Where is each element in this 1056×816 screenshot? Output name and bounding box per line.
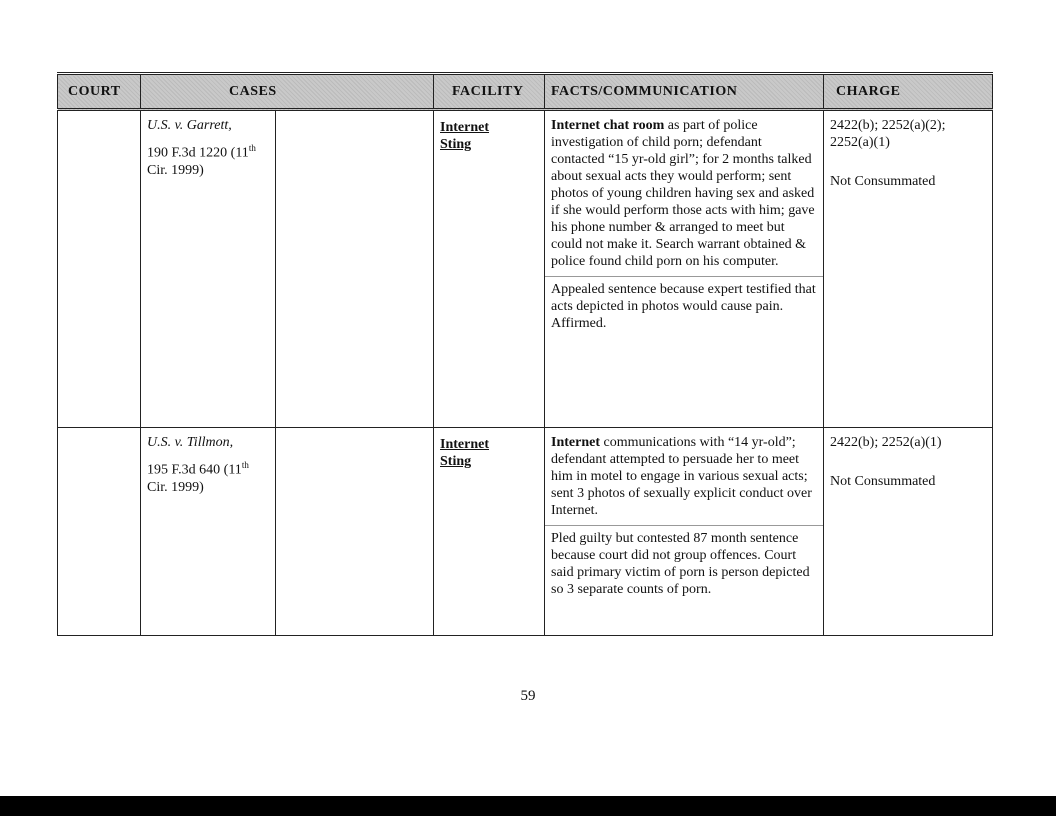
- facility-label: Internet Sting: [440, 120, 490, 152]
- charge-status: Not Consummated: [830, 474, 936, 489]
- charge-code: 2422(b); 2252(a)(1): [830, 435, 942, 450]
- facts-paragraph-2: Appealed sentence because expert testified that acts depicted in photos would cause pain. Affirmed.: [545, 276, 823, 332]
- header-charge: CHARGE: [824, 74, 993, 110]
- case-name: U.S. v. Garrett,: [147, 118, 232, 133]
- table-header-row: [58, 74, 993, 110]
- facts-paragraph: Internet chat room as part of police investigation of child porn; defendant contacted “15 yr-old girl”; for 2 months talked about sexual acts they would perform; sent photos of young children having sex and asked if she would perform those acts with him; gave his phone number & arranged to meet but could not make it. Search warrant obtained & police found child porn on his computer.: [551, 118, 815, 269]
- header-cases: CASES: [141, 74, 434, 110]
- charge-status: Not Consummated: [830, 174, 936, 189]
- facts-cell: [545, 110, 824, 428]
- case-cell: [141, 428, 276, 636]
- charge-code: 2422(b); 2252(a)(2); 2252(a)(1): [830, 118, 946, 150]
- case-citation: 190 F.3d 1220 (11th Cir. 1999): [147, 143, 256, 178]
- case-citation: 195 F.3d 640 (11th Cir. 1999): [147, 460, 249, 495]
- case-cell: [141, 110, 276, 428]
- header-facts: FACTS/COMMUNICATION: [545, 74, 824, 110]
- facility-cell: [434, 110, 545, 428]
- bottom-scan-band: [0, 796, 1056, 816]
- cases-table: [57, 72, 993, 636]
- facts-paragraph-2: Pled guilty but contested 87 month sentence because court did not group offences. Court said primary victim of porn is person depicted so 3 separate counts of porn.: [545, 525, 823, 598]
- table-row: [58, 428, 993, 636]
- court-cell: [58, 428, 141, 636]
- facility-label: Internet Sting: [440, 437, 490, 469]
- court-cell: [58, 110, 141, 428]
- case-name: U.S. v. Tillmon,: [147, 435, 234, 450]
- blank-cell: [276, 428, 434, 636]
- table-row: [58, 110, 993, 428]
- charge-cell: [824, 428, 993, 636]
- header-court: COURT: [58, 74, 141, 110]
- facts-paragraph: Internet communications with “14 yr-old”; defendant attempted to persuade her to meet him in motel to engage in various sexual acts; sent 3 photos of sexually explicit conduct over Internet.: [551, 435, 812, 518]
- charge-cell: [824, 110, 993, 428]
- blank-cell: [276, 110, 434, 428]
- page-number: 59: [520, 688, 536, 704]
- header-facility: FACILITY: [434, 74, 545, 110]
- facts-cell: [545, 428, 824, 636]
- facility-cell: [434, 428, 545, 636]
